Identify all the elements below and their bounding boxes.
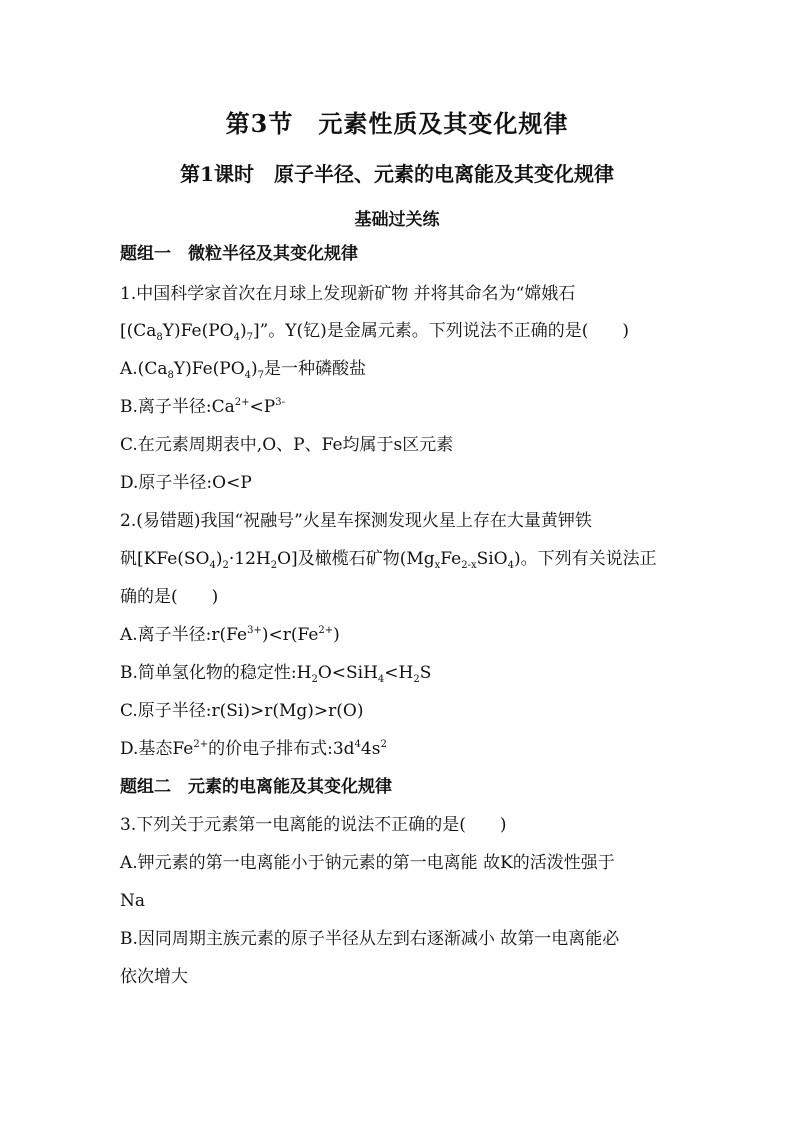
group-heading-2: 题组二 元素的电离能及其变化规律 bbox=[120, 777, 392, 797]
q1-option-d: D.原子半径:O<P bbox=[120, 473, 252, 493]
q2-option-a: A.离子半径$:r(Fe^{3+})<r(Fe^{2+})$ bbox=[120, 625, 340, 645]
q3-option-a-line-1: A.钾元素的第一电离能小于钠元素的第一电离能 故K的活泼性强于 bbox=[120, 853, 615, 873]
q1-stem-line-1: 1.中国科学家首次在月球上发现新矿物 并将其命名为“嫦娥石 bbox=[120, 284, 576, 304]
q2-stem-line-2: 矾$[KFe(SO_4)_2\cdot 12H_2O]$及橄榄石矿物$(Mg_xFe_{2-x}SiO_4)$。下列有关说法正 bbox=[120, 549, 657, 571]
group-heading-1: 题组一 微粒半径及其变化规律 bbox=[120, 244, 358, 264]
q3-option-b-line-2: 依次增大 bbox=[120, 967, 188, 987]
q3-stem-line-1: 3.下列关于元素第一电离能的说法不正确的是( ) bbox=[120, 815, 507, 835]
q3-option-a-line-2: Na bbox=[120, 891, 146, 911]
section-label: 基础过关练 bbox=[354, 210, 440, 230]
q3-option-b-line-1: B.因同周期主族元素的原子半径从左到右逐渐减小 故第一电离能必 bbox=[120, 929, 620, 949]
q1-option-c: C.在元素周期表中,O、P、Fe均属于s区元素 bbox=[120, 435, 454, 455]
page-subtitle: 第1课时 原子半径、元素的电离能及其变化规律 bbox=[180, 162, 614, 186]
q2-option-c: C.原子半径:r(Si)>r(Mg)>r(O) bbox=[120, 701, 364, 721]
q2-stem-line-1: 2.(易错题)我国“祝融号”火星车探测发现火星上存在大量黄钾铁 bbox=[120, 511, 592, 531]
q1-option-b: B.离子半径$:Ca^{2+}<P^{3-}$ bbox=[120, 397, 285, 417]
q1-option-a: $A.(Ca_8Y)Fe(PO_4)_7$是一种磷酸盐 bbox=[120, 359, 367, 381]
q2-option-d: D.基态$Fe^{2+}$的价电子排布式$:3d^44s^2$ bbox=[120, 739, 387, 759]
q2-stem-line-3: 确的是( ) bbox=[120, 587, 219, 607]
q1-stem-line-2: $[(Ca_8Y)Fe(PO_4)_7]$”。Y(钇)是金属元素。下列说法不正确的是( ) bbox=[120, 321, 630, 343]
q2-option-b: B.简单氢化物的稳定性$:H_2O<SiH_4<H_2S$ bbox=[120, 663, 432, 685]
page-title: 第3节 元素性质及其变化规律 bbox=[225, 109, 569, 138]
